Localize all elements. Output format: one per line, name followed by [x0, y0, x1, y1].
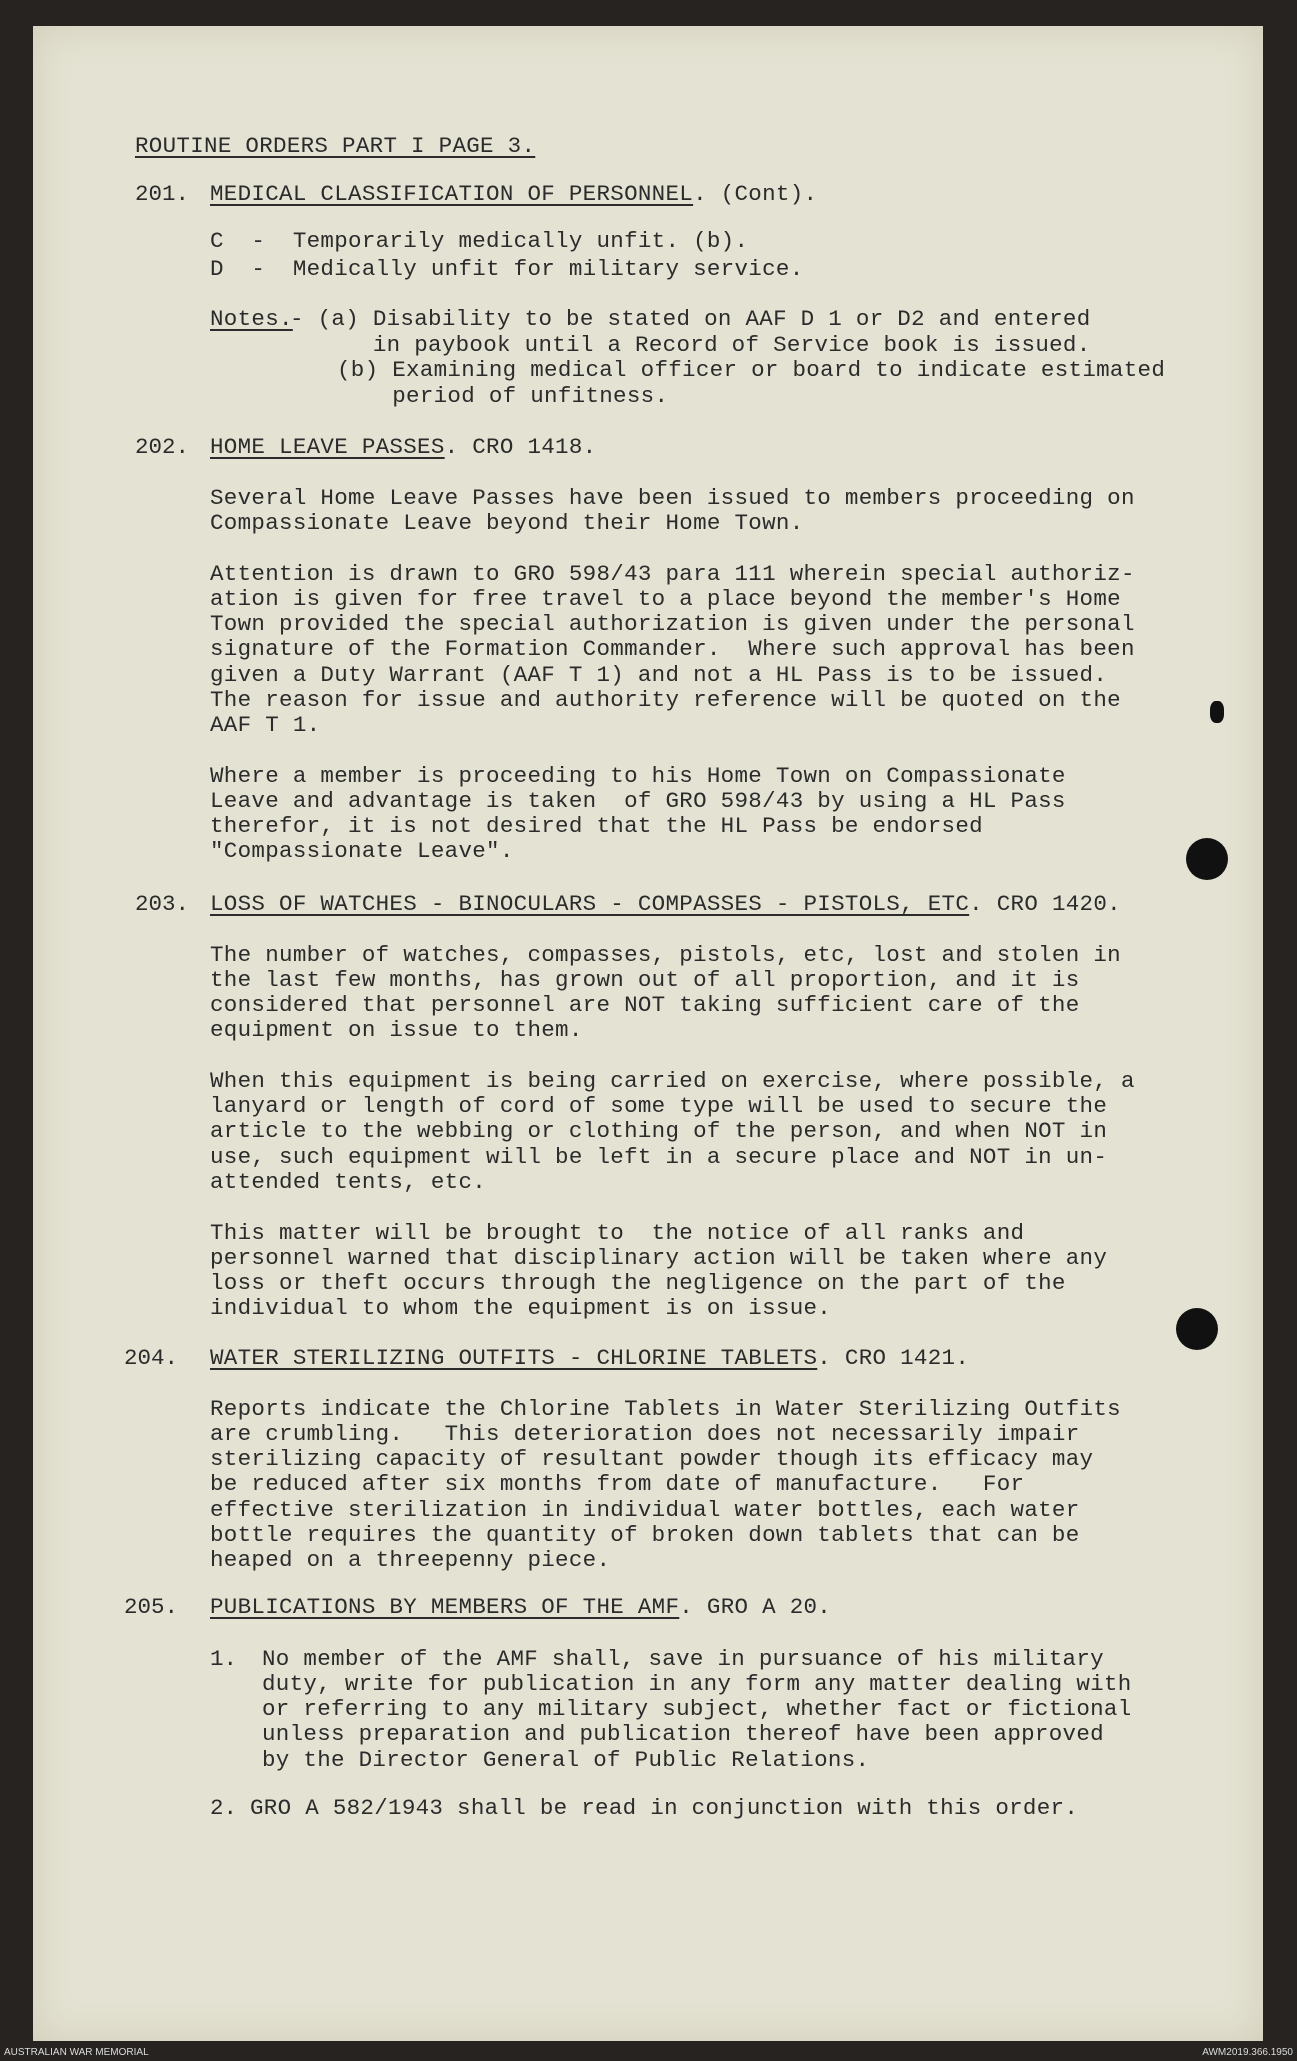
section-202-title: HOME LEAVE PASSES [210, 434, 445, 460]
section-202-title-suffix: . CRO 1418. [444, 434, 597, 460]
section-203-number: 203. [135, 891, 190, 917]
section-201-note: (b) Examining medical officer or board to indicate estimated [337, 357, 1166, 383]
paragraph-line: "Compassionate Leave". [210, 838, 514, 864]
paragraph-line: Reports indicate the Chlorine Tablets in Water Sterilizing Outfits [210, 1396, 1121, 1422]
paragraph-line: effective sterilization in individual water bottles, each water [210, 1497, 1080, 1523]
section-205-title: PUBLICATIONS BY MEMBERS OF THE AMF [210, 1594, 680, 1620]
item-line: or referring to any military subject, whether fact or fictional [262, 1696, 1132, 1722]
section-205-number: 205. [124, 1594, 179, 1620]
paragraph-line: The reason for issue and authority reference will be quoted on the [210, 687, 1121, 713]
item-label: 1. [210, 1646, 238, 1672]
paragraph-line: loss or theft occurs through the negligence on the part of the [210, 1270, 1066, 1296]
section-201-note: - (a) Disability to be stated on AAF D 1 or D2 and entered [290, 306, 1091, 332]
paragraph-line: therefor, it is not desired that the HL Pass be endorsed [210, 813, 983, 839]
paragraph-line: When this equipment is being carried on exercise, where possible, a [210, 1068, 1135, 1094]
paragraph-line: AAF T 1. [210, 712, 321, 738]
item-line: GRO A 582/1943 shall be read in conjunction with this order. [250, 1795, 1079, 1821]
paragraph-line: sterilizing capacity of resultant powder though its efficacy may [210, 1446, 1094, 1472]
section-204-heading [210, 1347, 969, 1370]
section-201-title: MEDICAL CLASSIFICATION OF PERSONNEL [210, 181, 694, 207]
section-205-title-suffix: . GRO A 20. [679, 1594, 832, 1620]
paragraph-line: be reduced after six months from date of manufacture. For [210, 1471, 1025, 1497]
paragraph-line: the last few months, has grown out of all proportion, and it is [210, 967, 1080, 993]
section-205-heading [210, 1596, 831, 1619]
section-201-notes-label: Notes. [210, 306, 293, 332]
paragraph-line: Attention is drawn to GRO 598/43 para 111 wherein special authoriz- [210, 561, 1135, 587]
archive-footer [4, 2044, 1293, 2058]
section-201-title-suffix: . (Cont). [693, 181, 818, 207]
footer-institution: AUSTRALIAN WAR MEMORIAL [4, 2047, 149, 2058]
section-202-heading [210, 436, 596, 459]
section-201-note: period of unfitness. [337, 383, 669, 409]
paragraph-line: are crumbling. This deterioration does not necessarily impair [210, 1421, 1080, 1447]
section-204-title-suffix: . CRO 1421. [817, 1345, 970, 1371]
section-204-number: 204. [124, 1345, 179, 1371]
paragraph-line: The number of watches, compasses, pistols, etc, lost and stolen in [210, 942, 1121, 968]
item-label: 2. [210, 1795, 238, 1821]
footer-reference: AWM2019.366.1950 [1202, 2047, 1293, 2058]
section-201-line: C - Temporarily medically unfit. (b). [210, 228, 749, 254]
section-203-title-suffix: . CRO 1420. [969, 891, 1121, 917]
paragraph-line: Town provided the special authorization is given under the personal [210, 611, 1135, 637]
paragraph-line: Where a member is proceeding to his Home Town on Compassionate [210, 763, 1066, 789]
paragraph-line: lanyard or length of cord of some type will be used to secure the [210, 1093, 1108, 1119]
paragraph-line: Leave and advantage is taken of GRO 598/43 by using a HL Pass [210, 788, 1066, 814]
paragraph-line: Several Home Leave Passes have been issued to members proceeding on [210, 485, 1135, 511]
item-line: by the Director General of Public Relations. [262, 1747, 870, 1773]
section-204-title: WATER STERILIZING OUTFITS - CHLORINE TABLETS [210, 1345, 818, 1371]
paragraph-line: heaped on a threepenny piece. [210, 1547, 611, 1573]
paragraph-line: This matter will be brought to the notice of all ranks and [210, 1220, 1025, 1246]
section-201-note: in paybook until a Record of Service book is issued. [290, 332, 1091, 358]
paragraph-line: ation is given for free travel to a place beyond the member's Home [210, 586, 1121, 612]
section-203-title: LOSS OF WATCHES - BINOCULARS - COMPASSES - PISTOLS, ETC [210, 891, 970, 917]
section-202-number: 202. [135, 434, 190, 460]
paragraph-line: Compassionate Leave beyond their Home Town. [210, 510, 804, 536]
paragraph-line: article to the webbing or clothing of the person, and when NOT in [210, 1118, 1108, 1144]
item-line: duty, write for publication in any form any matter dealing with [262, 1671, 1132, 1697]
document-header: ROUTINE ORDERS PART I PAGE 3. [135, 133, 536, 159]
item-line: unless preparation and publication thereof have been approved [262, 1721, 1104, 1747]
item-line: No member of the AMF shall, save in pursuance of his military [262, 1646, 1104, 1672]
paragraph-line: given a Duty Warrant (AAF T 1) and not a HL Pass is to be issued. [210, 662, 1108, 688]
paragraph-line: use, such equipment will be left in a secure place and NOT in un- [210, 1144, 1108, 1170]
section-201-heading [210, 183, 817, 206]
paragraph-line: individual to whom the equipment is on issue. [210, 1295, 832, 1321]
punch-hole [1186, 838, 1228, 880]
paragraph-line: bottle requires the quantity of broken down tablets that can be [210, 1522, 1080, 1548]
paper-tear-mark [1210, 701, 1224, 723]
section-201-line: D - Medically unfit for military service. [210, 256, 804, 282]
paragraph-line: attended tents, etc. [210, 1169, 487, 1195]
paragraph-line: equipment on issue to them. [210, 1017, 583, 1043]
section-201-number: 201. [135, 181, 190, 207]
paragraph-line: signature of the Formation Commander. Where such approval has been [210, 636, 1135, 662]
paragraph-line: considered that personnel are NOT taking sufficient care of the [210, 992, 1080, 1018]
paragraph-line: personnel warned that disciplinary action will be taken where any [210, 1245, 1108, 1271]
punch-hole [1176, 1308, 1218, 1350]
section-203-heading [210, 893, 1121, 916]
